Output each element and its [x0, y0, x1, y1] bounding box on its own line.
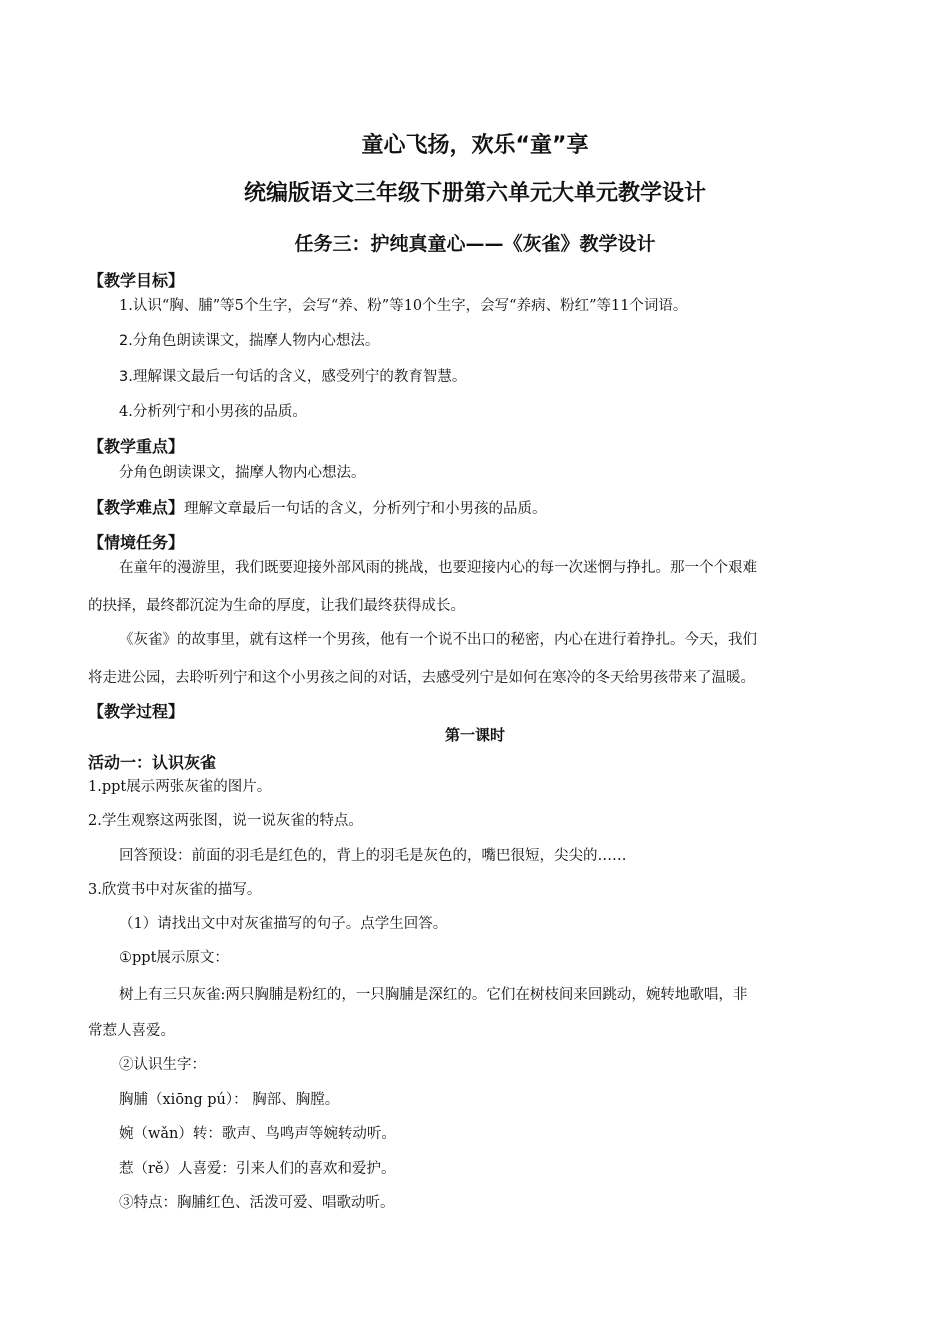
scenario-line: 的抉择，最终都沉淀为生命的厚度，让我们最终获得成长。 — [88, 598, 465, 614]
key-points-text: 分角色朗读课文，揣摩人物内心想法。 — [119, 465, 366, 481]
step-line: ②认识生字： — [119, 1057, 206, 1073]
step-line: （1）请找出文中对灰雀描写的句子。点学生回答。 — [119, 916, 448, 932]
objective-item: 3.理解课文最后一句话的含义，感受列宁的教育智慧。 — [119, 369, 467, 385]
key-points-heading: 【教学重点】 — [88, 437, 185, 456]
scenario-line: 《灰雀》的故事里，就有这样一个男孩，他有一个说不出口的秘密，内心在进行着挣扎。今天，我们 — [119, 632, 757, 648]
difficulty-text: 理解文章最后一句话的含义，分析列宁和小男孩的品质。 — [184, 501, 547, 517]
scenario-heading: 【情境任务】 — [88, 533, 185, 552]
document-subtitle: 统编版语文三年级下册第六单元大单元教学设计 — [243, 181, 706, 206]
task-title: 任务三：护纯真童心——《灰雀》教学设计 — [294, 233, 656, 255]
step-line: 胸脯（xiōng pú）： 胸部、胸膛。 — [119, 1092, 340, 1108]
process-heading: 【教学过程】 — [88, 702, 185, 721]
step-line: 婉（wǎn）转：歌声、鸟鸣声等婉转动听。 — [119, 1126, 396, 1142]
step-line: 树上有三只灰雀:两只胸脯是粉红的，一只胸脯是深红的。它们在树枝间来回跳动，婉转地歌唱，非 — [119, 987, 748, 1003]
step-line: 3.欣赏书中对灰雀的描写。 — [88, 882, 262, 898]
difficulty-heading — [88, 495, 547, 518]
step-line: ①ppt展示原文： — [119, 950, 229, 966]
objective-item: 2.分角色朗读课文，揣摩人物内心想法。 — [119, 333, 380, 349]
step-line: 惹（rě）人喜爱：引来人们的喜欢和爱护。 — [119, 1161, 396, 1177]
step-line: 2.学生观察这两张图，说一说灰雀的特点。 — [88, 813, 363, 829]
step-line: ③特点：胸脯红色、活泼可爱、唱歌动听。 — [119, 1195, 395, 1211]
activity-title: 活动一：认识灰雀 — [88, 753, 217, 772]
lesson-title: 第一课时 — [444, 726, 505, 744]
scenario-line: 将走进公园，去聆听列宁和这个小男孩之间的对话，去感受列宁是如何在寒冷的冬天给男孩带来了温暖。 — [88, 670, 755, 686]
objective-item: 1.认识“胸、脯”等5个生字，会写“养、粉”等10个生字，会写“养病、粉红”等11个词语。 — [119, 298, 688, 314]
document-title: 童心飞扬，欢乐“童”享 — [361, 133, 589, 158]
difficulty-label: 【教学难点】 — [88, 498, 185, 517]
objectives-heading: 【教学目标】 — [88, 271, 185, 290]
objective-item: 4.分析列宁和小男孩的品质。 — [119, 404, 307, 420]
step-line: 回答预设：前面的羽毛是红色的，背上的羽毛是灰色的，嘴巴很短，尖尖的…… — [119, 848, 627, 864]
scenario-line: 在童年的漫游里，我们既要迎接外部风雨的挑战，也要迎接内心的每一次迷惘与挣扎。那一个个艰难 — [119, 560, 757, 576]
step-line: 1.ppt展示两张灰雀的图片。 — [88, 779, 272, 795]
step-line: 常惹人喜爱。 — [88, 1023, 175, 1039]
